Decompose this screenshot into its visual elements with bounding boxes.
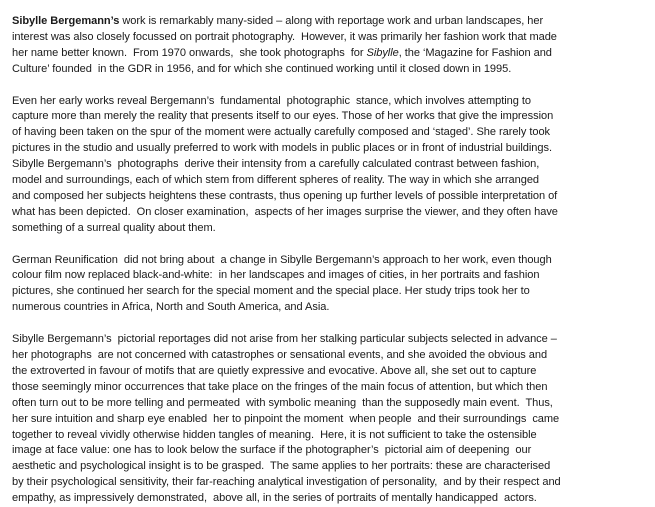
line-text: aesthetic and psychological insight is to be grasped. The same applies to her portraits: these are characterised <box>12 460 551 473</box>
line-text: image at face value: one has to look below the surface if the photographer’s pictorial aim of deepening our <box>12 444 532 457</box>
line-text: Culture’ founded in the GDR in 1956, and for which she continued working until it closed down in 1995. <box>12 62 512 75</box>
line-text: those seemingly minor occurrences that take place on the fringes of the main focus of attention, but which then <box>12 380 548 393</box>
text-line <box>12 62 644 78</box>
text-line <box>12 205 644 221</box>
text-line <box>12 428 644 444</box>
text-line <box>12 475 644 491</box>
line-text: her photographs are not concerned with catastrophes or sensational events, and she avoided the obvious and <box>12 348 548 361</box>
text-line <box>12 284 644 300</box>
artist-name: Sibylle Bergemann’s <box>12 15 120 27</box>
text-line <box>12 94 644 110</box>
line-text: by their psychological sensitivity, their far-reaching analytical investigation of personality, and by their respect and <box>12 476 561 489</box>
text-line <box>12 253 644 269</box>
text-line <box>12 364 644 380</box>
line-text: and composed her subjects heightens these contrasts, thus opening up further levels of possible interpretation of <box>12 189 558 202</box>
text-line <box>12 396 644 412</box>
line-text: work is remarkably many-sided – along with reportage work and urban landscapes, her <box>119 15 544 27</box>
line-text: pictures in the studio and usually preferred to work with models in public places or in front of industrial buildings. <box>12 142 552 155</box>
text-line <box>12 221 644 237</box>
text-line <box>12 125 644 141</box>
line-text: her name better known. From 1970 onwards, she took photographs for <box>12 46 367 59</box>
text-line <box>12 332 644 348</box>
text-line <box>12 412 644 428</box>
line-text: numerous countries in Africa, North and South America, and Asia. <box>12 301 330 314</box>
text-line <box>12 348 644 364</box>
paragraph <box>12 332 644 507</box>
line-text: Sibylle Bergemann’s photographs derive their intensity from a carefully calculated contrast between fashion, <box>12 158 540 171</box>
text-line <box>12 300 644 316</box>
line-text: her sure intuition and sharp eye enabled her to pinpoint the moment when people and their surroundings came <box>12 412 560 425</box>
line-text: empathy, as impressively demonstrated, above all, in the series of portraits of mentally handicapped actors. <box>12 492 537 505</box>
line-text: capture more than merely the reality that presents itself to our eyes. Those of her works that give the impression <box>12 110 554 123</box>
line-text: often turn out to be more telling and permeated with symbolic meaning than the supposedly main event. Thus, <box>12 396 553 409</box>
text-line <box>12 46 644 62</box>
text-line <box>12 14 644 30</box>
document-body <box>12 14 644 507</box>
text-line <box>12 173 644 189</box>
text-line <box>12 491 644 507</box>
line-text: pictures, she continued her search for the special moment and the special place. Her study trips took her to <box>12 285 530 298</box>
line-text: German Reunification did not bring about a change in Sibylle Bergemann’s approach to her work, even though <box>12 253 552 266</box>
line-text-continued: , the ‘Magazine for Fashion and <box>398 46 552 59</box>
text-line <box>12 189 644 205</box>
text-line <box>12 443 644 459</box>
line-text: together to reveal vividly otherwise hidden tangles of meaning. Here, it is not sufficient to take the ostensible <box>12 428 537 441</box>
line-text: interest was also closely focussed on portrait photography. However, it was primarily her fashion work that made <box>12 30 557 43</box>
text-line <box>12 459 644 475</box>
paragraph <box>12 253 644 317</box>
text-line <box>12 109 644 125</box>
text-line <box>12 380 644 396</box>
text-line <box>12 141 644 157</box>
paragraph <box>12 94 644 237</box>
line-text: model and surroundings, each of which stem from different spheres of reality. The way in which she arranged <box>12 174 540 187</box>
text-line <box>12 268 644 284</box>
line-text: what has been depicted. On closer examination, aspects of her images surprise the viewer, and they often have <box>12 205 558 218</box>
line-text: something of a surreal quality about them. <box>12 221 216 234</box>
text-line <box>12 157 644 173</box>
line-text: the extroverted in favour of motifs that are quietly expressive and evocative. Above all, she set out to capture <box>12 364 537 377</box>
paragraph <box>12 14 644 78</box>
magazine-title: Sibylle <box>366 46 399 59</box>
line-text: of having been taken on the spur of the moment were actually carefully composed and ‘staged’. She rarely took <box>12 126 551 139</box>
line-text: Even her early works reveal Bergemann’s fundamental photographic stance, which involves attempting to <box>12 94 531 107</box>
text-line <box>12 30 644 46</box>
line-text: Sibylle Bergemann’s pictorial reportages did not arise from her stalking particular subjects selected in advance – <box>12 333 557 346</box>
line-text: colour film now replaced black-and-white: in her landscapes and images of cities, in her portraits and fashion <box>12 269 540 282</box>
